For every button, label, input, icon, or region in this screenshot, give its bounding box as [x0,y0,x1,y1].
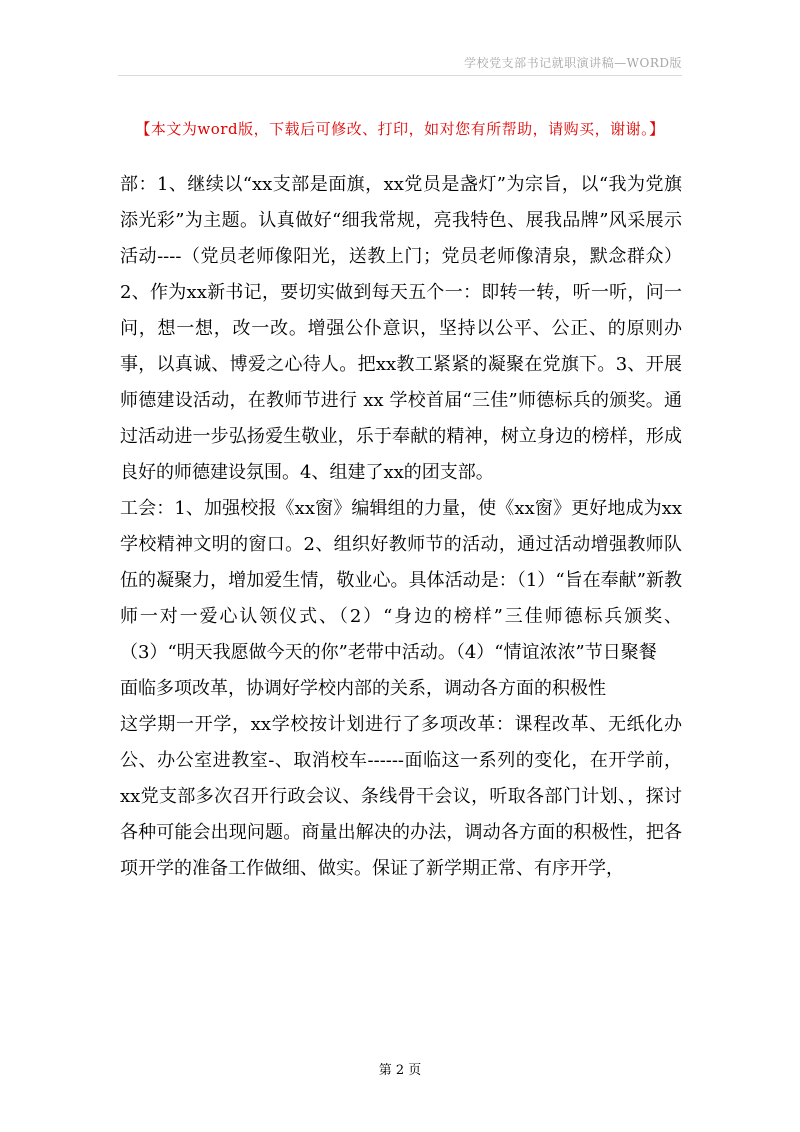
page-header: 学校党支部书记就职演讲稿—WORD版 [464,56,682,70]
paragraph-reform: 这学期一开学，xx学校按计划进行了多项改革：课程改革、无纸化办公、办公室进教室-、取消校车------面临这一系列的变化，在开学前，xx党支部多次召开行政会议、条线骨干会议，听取各部门计划、，探讨各种可能会出现问题。商量出解决的办法，调动各方面的积极性，把各项开学的准备工作做细、做实。保证了新学期正常、有序开学， [120,714,682,879]
page-number: 第 2 页 [378,1063,422,1078]
header-divider [118,75,682,76]
paragraph-reform-heading: 面临多项改革，协调好学校内部的关系，调动各方面的积极性 [120,678,606,699]
paragraph-party-branch: 部：1、继续以“xx支部是面旗，xx党员是盏灯”为宗旨，以“我为党旗添光彩”为主题。认真做好“细我常规，亮我特色、展我品牌”风采展示活动----（党员老师像阳光，送教上门；党员老师像清泉，默念群众）2、作为xx新书记，要切实做到每天五个一：即转一转，听一听，问一问，想一想，改一改。增强公仆意识，坚持以公平、公正、的原则办事，以真诚、博爱之心待人。把xx教工紧紧的凝聚在党旗下。3、开展师德建设活动，在教师节进行 xx 学校首届“三佳”师德标兵的颁奖。通过活动进一步弘扬爱生敬业，乐于奉献的精神，树立身边的榜样，形成良好的师德建设氛围。4、组建了xx的团支部。 [120,174,682,483]
document-body [120,167,682,887]
paragraph-union: 工会：1、加强校报《xx窗》编辑组的力量，使《xx窗》更好地成为xx学校精神文明的窗口。2、组织好教师节的活动，通过活动增强教师队伍的凝聚力，增加爱生情，敬业心。具体活动是：（1）“旨在奉献”新教师一对一爱心认领仪式、（2）“身边的榜样”三佳师德标兵颁奖、（3）“明天我愿做今天的你”老带中活动。（4）“情谊浓浓”节日聚餐 [120,498,682,663]
download-notice: 【本文为word版，下载后可修改、打印，如对您有所帮助，请购买，谢谢。】 [135,120,665,138]
